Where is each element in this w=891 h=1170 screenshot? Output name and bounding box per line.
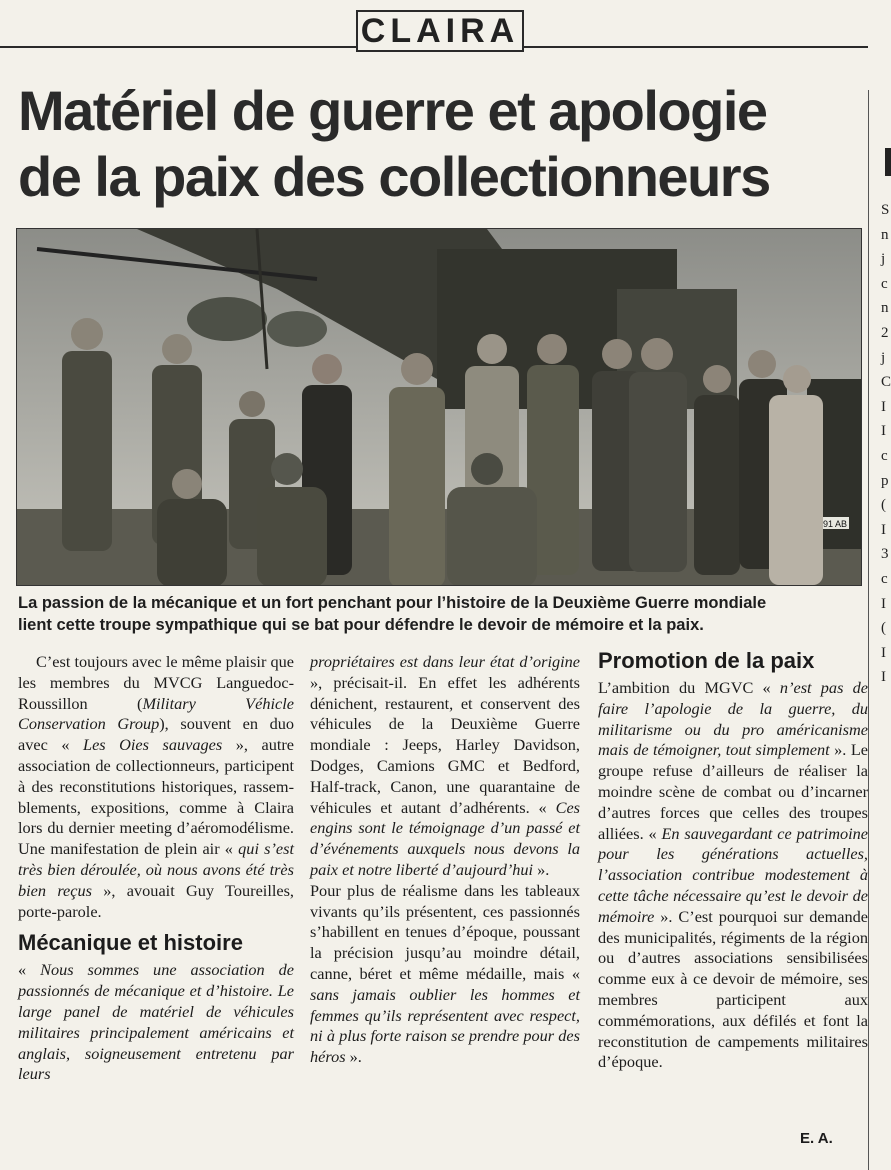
adjacent-article-fragment — [868, 90, 891, 1170]
adjacent-fragment-letter: I — [881, 521, 886, 538]
column-1-paragraph-1 — [18, 652, 294, 922]
text-run: qui s’est très bien déroulée, où nous avons été très bien reçus — [18, 839, 294, 900]
text-run: propriétaires est dans leur état d’origine — [310, 652, 580, 671]
text-run: Ces engins sont le témoignage d’un passé et d’événements auxquels nous devons la paix et notre liberté d’aujourd’hui — [310, 797, 580, 879]
adjacent-fragment-letter: c — [881, 275, 888, 292]
adjacent-fragment-letter: 3 — [881, 546, 889, 563]
text-run: ». Le groupe refuse d’ailleurs de réaliser la moindre scène de combat ou d’incarner d’autres forces que celles des troupes alliées. « — [598, 740, 868, 843]
group-photo-illustration — [17, 229, 862, 586]
text-run: ». C’est pourquoi sur demande des municipalités, régiments de la région ou d’autres associations sensibilisées comme eux à ce devoir de mémoire, ses membres participent aux commémorations, aux défilés et font la reconstitution de campements militaires d’époque. — [598, 906, 868, 1072]
adjacent-fragment-letter: S — [881, 202, 890, 218]
article-headline — [18, 78, 868, 210]
adjacent-fragment-letter: I — [881, 595, 886, 612]
text-run: En sauvegardant ce patrimoine pour les générations actuelles, l’association contribue modestement à cette tâche nécessaire qu’est le devoir de mémoire — [598, 823, 868, 926]
adjacent-fragment-letter: n — [881, 226, 889, 243]
text-run: n’est pas de faire l’apologie de la guerre, du militarisme ou du pro américanisme mais de témoigner, tout simplement — [598, 678, 868, 760]
subheading-promotion: Promotion de la paix — [598, 648, 815, 673]
adjacent-fragment-letter: c — [881, 571, 888, 587]
text-run: », précisait-il. En effet les adhérents dénichent, restaurent, et conservent des véhicules de la Deuxième Guerre mondiale : Jeeps, Harley Davidson, Dodges, Camions GMC et Bedford, Half-track, Canon, une quarantaine de véhicules et autant d’adhérents. « — [310, 672, 580, 817]
photo-caption — [18, 592, 868, 636]
text-run: ». — [345, 1047, 362, 1067]
column-1-paragraph-2 — [18, 960, 294, 1085]
article-column-1 — [18, 652, 294, 1085]
text-run: Pour plus de réalisme dans les tableaux vivants qu’ils présentent, ces passionnés s’habillent en tenues d’époque, poussant la précision jusqu’au moindre détail, canne, béret et même médaille, mais « — [310, 880, 580, 983]
adjacent-fragment-letter: ( — [881, 620, 886, 637]
column-2-paragraph-1 — [310, 652, 580, 881]
text-run: C’est toujours avec le même plaisir que les membres du MVCG Languedoc-Roussillon ( — [18, 652, 294, 713]
adjacent-fragment-letter: C — [881, 374, 891, 391]
section-title: CLAIRA — [360, 12, 520, 50]
jeep-plate: 91 AB — [823, 519, 848, 529]
text-run: ), souvent en duo avec « — [18, 714, 295, 755]
text-run: Les Oies sauvages — [83, 735, 223, 755]
adjacent-fragment-letter: n — [881, 300, 889, 317]
article-photo — [16, 228, 862, 586]
text-run: Military Véhicle Conservation Group — [18, 693, 294, 734]
author-signature: E. A. — [800, 1130, 833, 1147]
adjacent-fragment-letter: c — [881, 448, 888, 464]
adjacent-fragment-letter: ( — [881, 497, 886, 514]
adjacent-fragment-letter: j — [881, 349, 886, 366]
article-column-3 — [598, 648, 868, 1073]
headline-line-1: Matériel de guerre et apologie — [18, 79, 767, 142]
column-3-paragraph-1 — [598, 678, 868, 1073]
adjacent-fragment-letter: I — [881, 423, 886, 440]
adjacent-fragment-letter: 2 — [881, 325, 889, 341]
caption-line-2: lient cette troupe sympathique qui se bat pour défendre le devoir de mémoire et la paix. — [18, 616, 704, 634]
subheading-mecanique: Mécanique et histoire — [18, 930, 243, 956]
text-run: « — [18, 960, 41, 980]
text-run: Nous sommes une association de passionnés de mécanique et d’histoire. Le large panel de matériel de véhicules militaires principalement américains et anglais, soigneusement entretenu par leurs — [18, 960, 295, 1084]
article-column-2 — [310, 652, 580, 1068]
adjacent-fragment-letter: I — [881, 398, 886, 415]
text-run: », autre association de collectionneurs, participent à des reconstitutions historiques, rassemblements, expositions, comme à Claira lors du dernier meeting d’aéromodélisme. Une manifestation de plein air « — [18, 735, 295, 859]
adjacent-fragment-letter: I — [881, 669, 886, 686]
text-run: », avouait Guy Toureilles, porte-parole. — [18, 880, 294, 921]
text-run: sans jamais oublier les hommes et femmes qu’ils représentent avec respect, ni à plus forte raison se prendre pour des héros — [310, 984, 580, 1067]
adjacent-headline-bar — [885, 148, 891, 176]
adjacent-fragment-letter: j — [881, 251, 886, 268]
adjacent-fragment-letter: p — [881, 472, 889, 489]
headline-line-2: de la paix des collectionneurs — [18, 145, 770, 208]
adjacent-fragment-letter: I — [881, 644, 886, 661]
text-run: L’ambition du MGVC « — [598, 678, 780, 697]
text-run: ». — [533, 859, 550, 879]
caption-line-1: La passion de la mécanique et un fort penchant pour l’histoire de la Deuxième Guerre mondiale — [18, 594, 767, 612]
column-2-paragraph-2 — [310, 881, 580, 1068]
